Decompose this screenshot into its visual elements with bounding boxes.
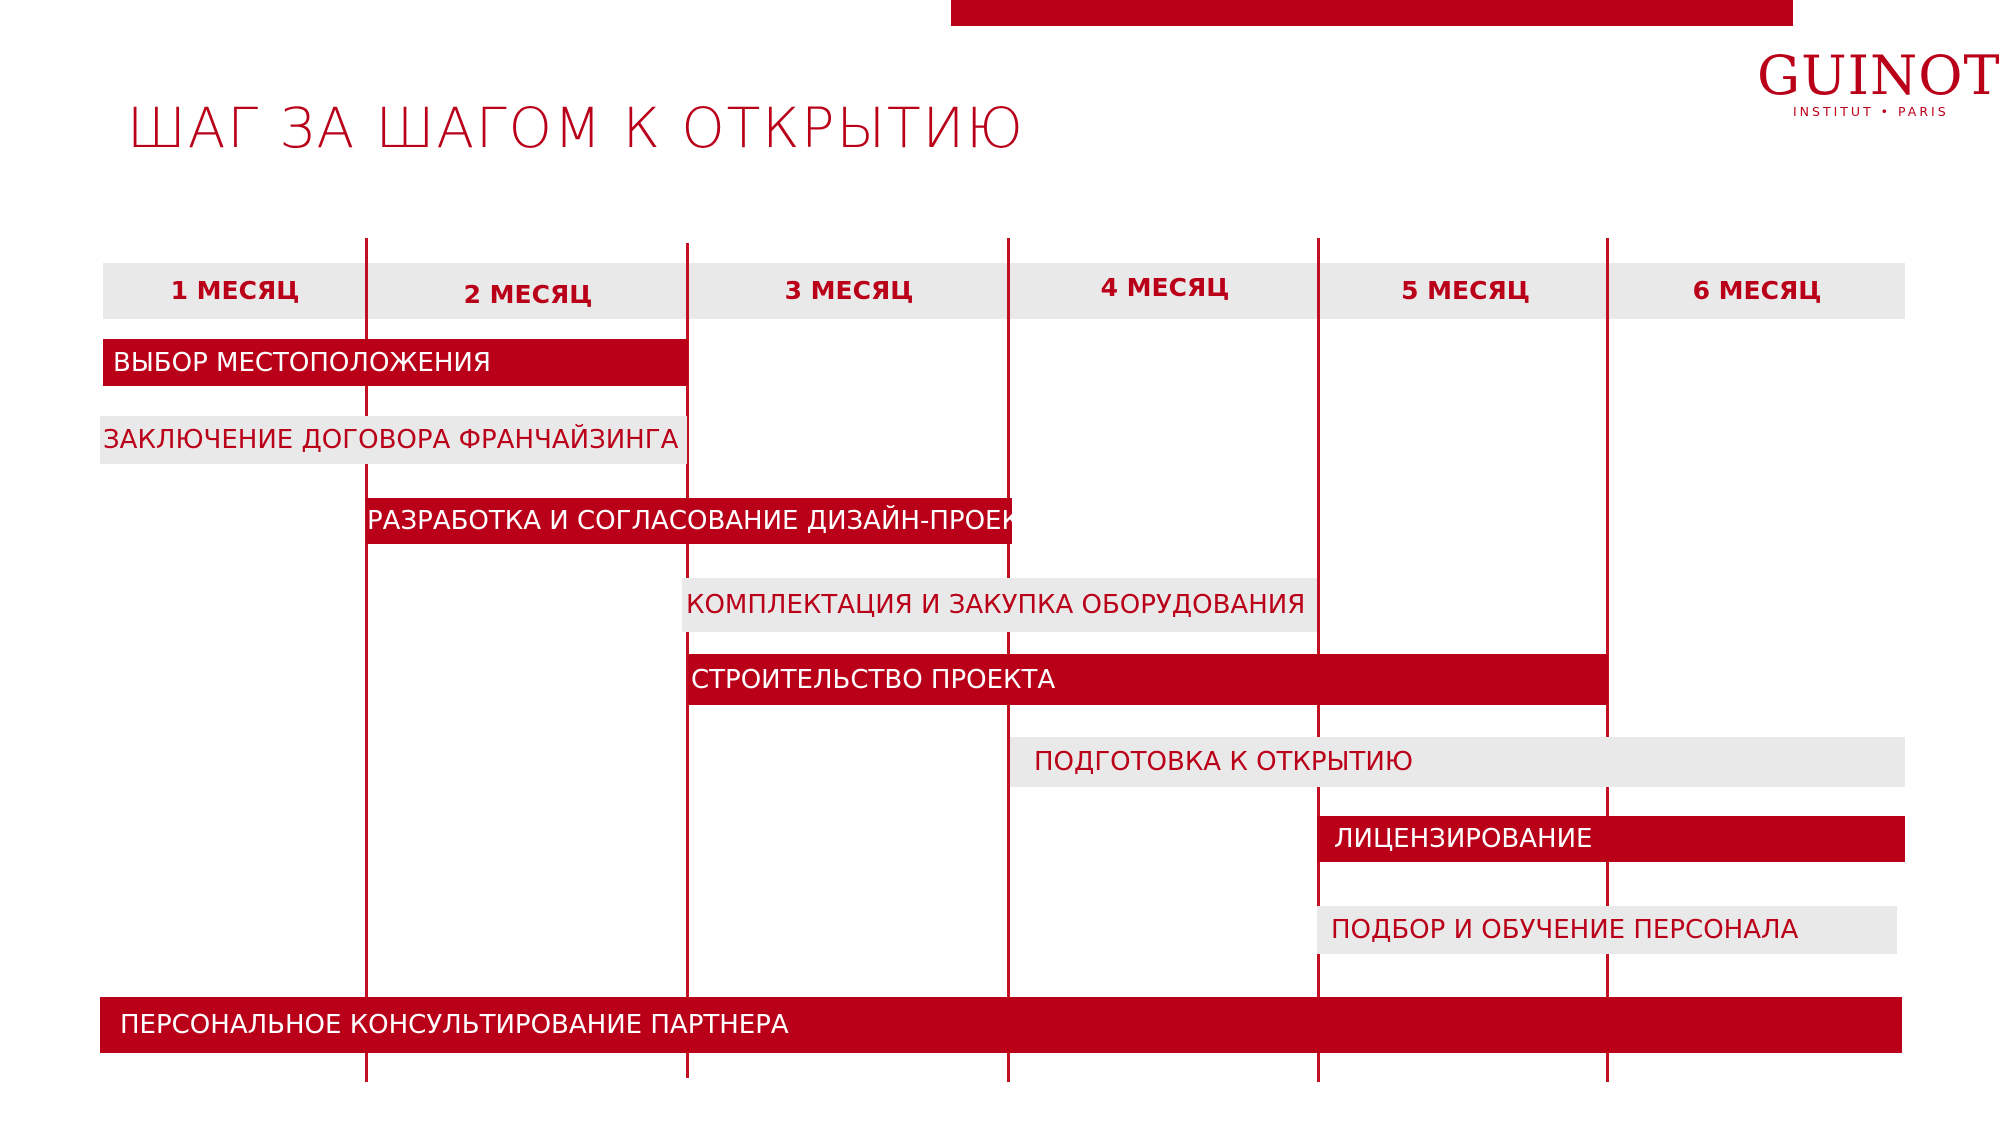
month-2-label: 2 МЕСЯЦ [463,280,593,309]
task-bar-location-selection [103,339,688,386]
month-6-label: 6 МЕСЯЦ [1692,276,1822,305]
logo-tagline: INSTITUT • PARIS [1793,104,1949,119]
task-bar-staff-training [1317,906,1897,954]
month-5-label: 5 МЕСЯЦ [1401,276,1530,305]
task-label: КОМПЛЕКТАЦИЯ И ЗАКУПКА ОБОРУДОВАНИЯ [686,590,1306,620]
task-bar-equipment-procurement [682,578,1317,632]
month-3-label: 3 МЕСЯЦ [784,276,914,305]
month-1-label: 1 МЕСЯЦ [170,276,300,305]
month-4-label: 4 МЕСЯЦ [1100,273,1230,302]
task-label: ЛИЦЕНЗИРОВАНИЕ [1334,824,1593,854]
task-bar-construction [688,654,1608,705]
task-bar-opening-preparation [1010,737,1905,787]
logo-wordmark: GUINOT [1757,44,2001,107]
task-label: ПЕРСОНАЛЬНОЕ КОНСУЛЬТИРОВАНИЕ ПАРТНЕРА [120,1010,789,1040]
task-label: РАЗРАБОТКА И СОГЛАСОВАНИЕ ДИЗАЙН-ПРОЕКТА [367,506,1054,536]
task-label: ВЫБОР МЕСТОПОЛОЖЕНИЯ [113,347,491,378]
task-label: ЗАКЛЮЧЕНИЕ ДОГОВОРА ФРАНЧАЙЗИНГА [103,425,679,455]
task-bar-design-project [366,498,1054,544]
task-label: СТРОИТЕЛЬСТВО ПРОЕКТА [691,664,1056,695]
top-accent-band [951,0,1793,26]
guinot-logo [1755,42,2001,124]
task-bar-franchise-contract [100,416,687,464]
task-bar-licensing [1317,816,1905,862]
task-bar-partner-consulting [100,997,1902,1053]
page-title: ШАГ ЗА ШАГОМ К ОТКРЫТИЮ [127,96,1025,160]
task-label: ПОДГОТОВКА К ОТКРЫТИЮ [1034,747,1413,777]
task-label: ПОДБОР И ОБУЧЕНИЕ ПЕРСОНАЛА [1331,915,1799,945]
